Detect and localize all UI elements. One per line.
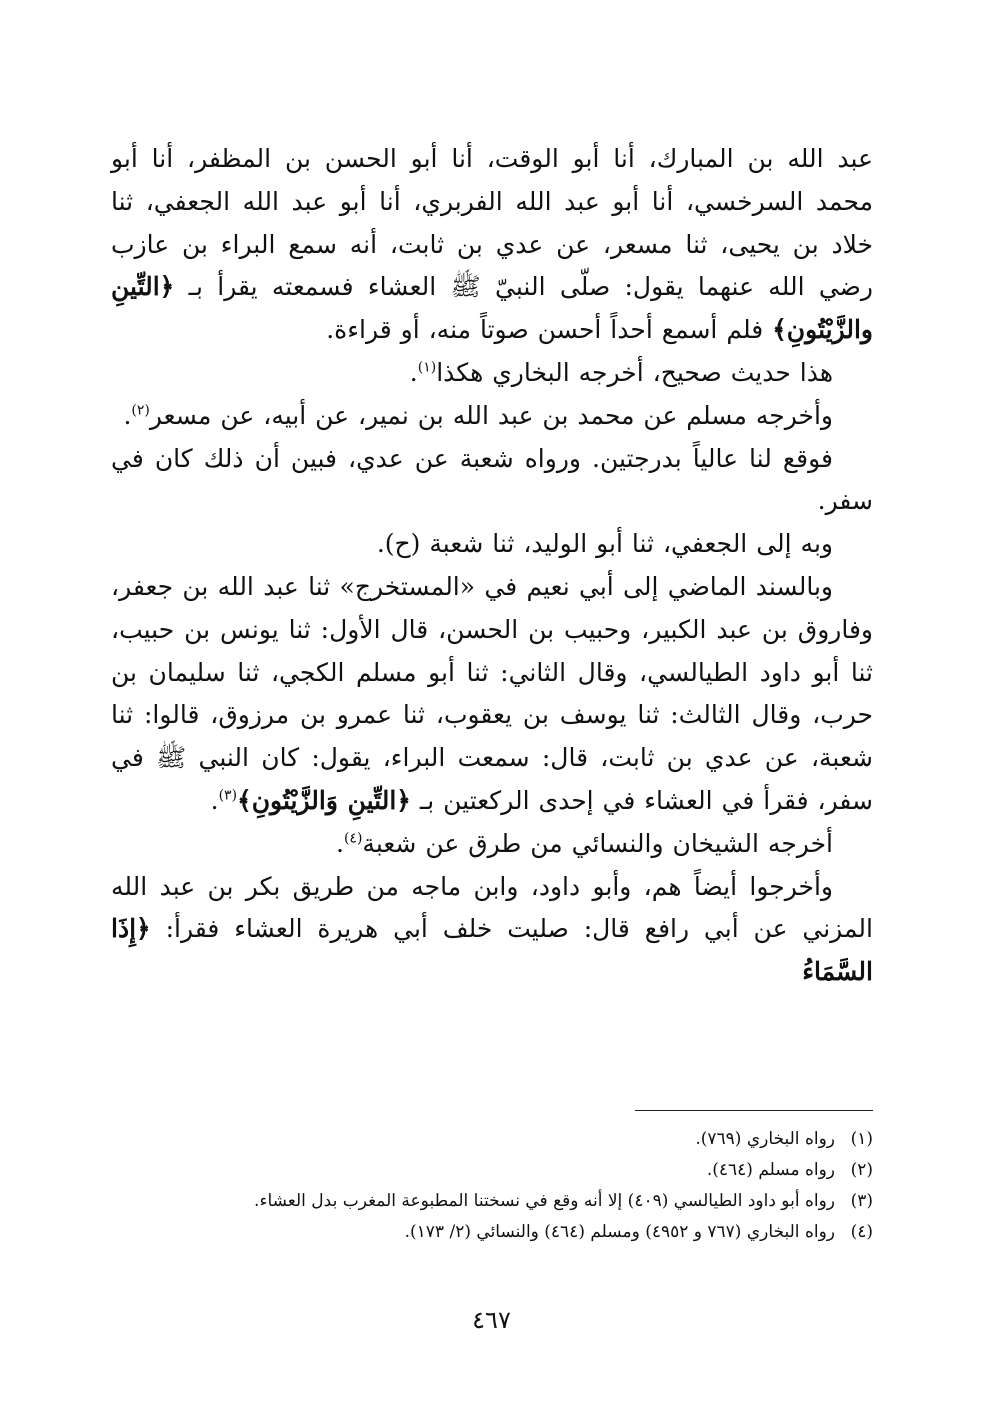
footnote-number: (٢) [850,1160,873,1180]
paragraph-text: . [336,828,344,858]
page-number: ٤٦٧ [472,1306,511,1334]
footnote-number: (٣) [850,1191,873,1211]
paragraph-text: هذا حديث صحيح، أخرجه البخاري هكذا [436,357,833,387]
footnote-ref: (٣) [218,787,238,804]
footnote-item [111,1217,873,1248]
footnote-divider [635,1110,873,1111]
paragraph-text: . [210,785,219,815]
paragraph [111,438,873,524]
quran-quote: ﴿التِّينِ والزَّيْتُونِ﴾ [111,272,873,345]
footnote-text: رواه البخاري (٧٦٩). [695,1129,835,1149]
paragraph [111,523,873,566]
paragraph-text: وبالسند الماضي إلى أبي نعيم في «المستخرج» ثنا عبد الله بن جعفر، وفاروق بن عبد الكبير، وحبيب بن الحسن، قال الأول: ثنا يونس بن حبيب، ثنا أبو داود الطيالسي، وقال الثاني: ثنا أبو مسلم الكجي، ثنا سليمان بن حرب، وقال الثالث: ثنا يوسف بن يعقوب، ثنا عمرو بن مرزوق، قالوا: ثنا شعبة، عن عدي بن ثابت، قال: سمعت البراء، يقول: كان النبي ﷺ في سفر، فقرأ في العشاء في إحدى الركعتين بـ [111,571,873,815]
footnote-text: رواه أبو داود الطيالسي (٤٠٩) إلا أنه وقع في نسختنا المطبوعة المغرب بدل العشاء. [254,1191,835,1211]
footnote-item [111,1124,873,1155]
paragraph-text: وأخرجوا أيضاً هم، وأبو داود، وابن ماجه من طريق بكر بن عبد الله المزني عن أبي رافع قال: صليت خلف أبي هريرة العشاء فقرأ: [111,871,873,944]
paragraph-text: . [409,357,418,387]
footnote-ref: (١) [417,359,437,376]
paragraph [111,866,873,994]
footnote-ref: (٤) [343,830,363,847]
footnote-number: (٤) [850,1222,873,1242]
footnote-text: رواه مسلم (٤٦٤). [706,1160,835,1180]
footnote-item [111,1155,873,1186]
paragraph-text: . [123,400,132,430]
footnotes [111,1124,873,1248]
paragraph [111,352,873,395]
paragraph [111,395,873,438]
paragraph-text: فوقع لنا عالياً بدرجتين. ورواه شعبة عن عدي، فبين أن ذلك كان في سفر. [111,443,873,516]
paragraph [111,566,873,823]
quran-quote: ﴿إِذَا السَّمَاءُ [111,914,873,987]
main-text [111,138,873,994]
paragraph-text: أخرجه الشيخان والنسائي من طرق عن شعبة [362,828,833,858]
paragraph-text: فلم أسمع أحداً أحسن صوتاً منه، أو قراءة. [326,315,773,345]
footnote-text: رواه البخاري (٧٦٧ و ٤٩٥٢) ومسلم (٤٦٤) والنسائي (٢/ ١٧٣). [404,1222,835,1242]
footnote-item [111,1186,873,1217]
paragraph-text: وبه إلى الجعفي، ثنا أبو الوليد، ثنا شعبة (ح). [376,529,833,559]
paragraph [111,823,873,866]
paragraph [111,138,873,352]
paragraph-text: عبد الله بن المبارك، أنا أبو الوقت، أنا أبو الحسن بن المظفر، أنا أبو محمد السرخسي، أنا أبو عبد الله الفربري، أنا أبو عبد الله الجعفي، ثنا خلاد بن يحيى، ثنا مسعر، عن عدي بن ثابت، أنه سمع البراء بن عازب رضي الله عنهما يقول: صلّى النبيّ ﷺ العشاء فسمعته يقرأ بـ [111,144,873,302]
footnote-number: (١) [850,1129,873,1149]
footnote-ref: (٢) [131,402,150,419]
quran-quote: ﴿التِّينِ وَالزَّيْتُونِ﴾ [237,785,411,815]
paragraph-text: وأخرجه مسلم عن محمد بن عبد الله بن نمير، عن أبيه، عن مسعر [149,400,833,430]
